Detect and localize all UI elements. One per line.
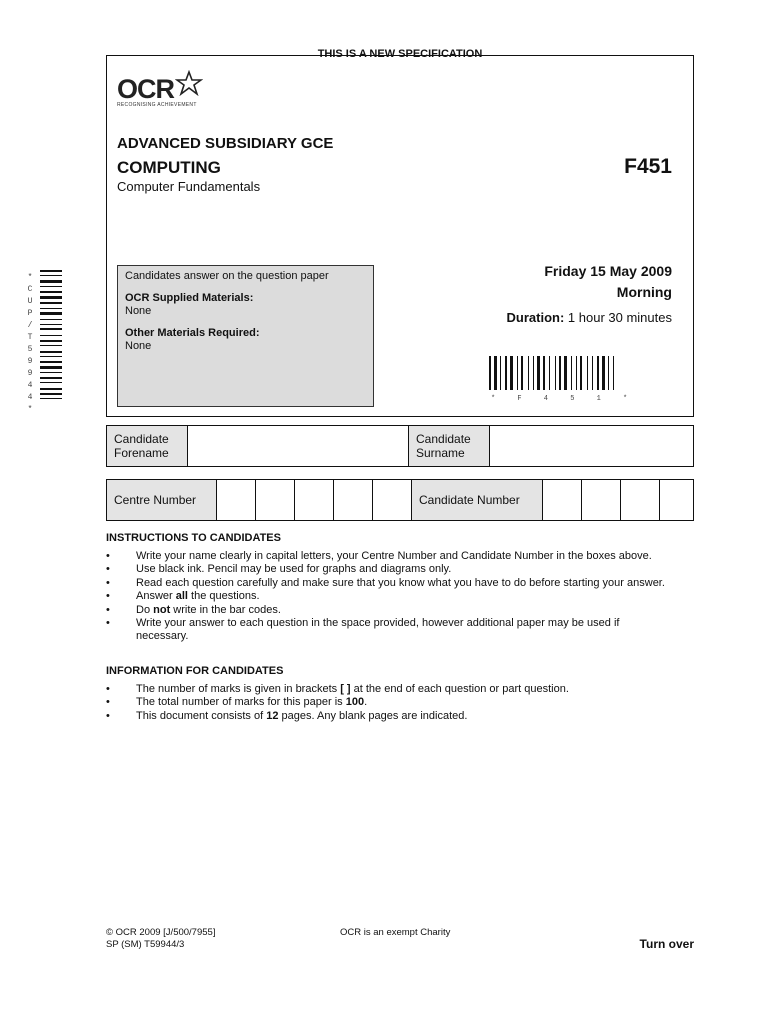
instructions-heading: INSTRUCTIONS TO CANDIDATES: [106, 532, 281, 544]
information-heading: INFORMATION FOR CANDIDATES: [106, 665, 284, 677]
number-boxes: [106, 479, 694, 521]
instruction-item: • Use black ink. Pencil may be used for graphs and diagrams only.: [106, 563, 696, 576]
centre-digit-box[interactable]: [373, 480, 412, 521]
instruction-item: • Answer all the questions.: [106, 590, 696, 603]
information-item: • The number of marks is given in brackets [ ] at the end of each question or part question.: [106, 683, 696, 696]
materials-intro: Candidates answer on the question paper: [125, 270, 329, 282]
subject-title: COMPUTING: [117, 158, 221, 177]
candidate-digit-box[interactable]: [660, 480, 694, 521]
instruction-item: • Read each question carefully and make sure that you know what you have to do before starting your answer.: [106, 577, 696, 590]
candidate-digit-box[interactable]: [582, 480, 621, 521]
component-title: Computer Fundamentals: [117, 179, 261, 194]
supplied-materials-value: None: [125, 305, 152, 317]
candidate-number-label: Candidate Number: [412, 480, 543, 521]
candidate-digit-box[interactable]: [543, 480, 582, 521]
other-materials-value: None: [125, 340, 152, 352]
centre-digit-box[interactable]: [217, 480, 256, 521]
candidate-digit-box[interactable]: [621, 480, 660, 521]
information-item: • The total number of marks for this paper is 100.: [106, 696, 696, 709]
copyright-text: © OCR 2009 [J/500/7955]: [106, 927, 216, 938]
surname-field[interactable]: [490, 426, 694, 467]
barcode-right: [489, 356, 673, 402]
instruction-item: • Write your name clearly in capital letters, your Centre Number and Candidate Number in the boxes above.: [106, 550, 696, 563]
exam-date: Friday 15 May 2009: [544, 263, 672, 279]
barcode-left-text: * C U P / T 5 9 9 4 4 *: [27, 273, 33, 414]
ocr-logo: [117, 74, 197, 108]
qualification-title: ADVANCED SUBSIDIARY GCE: [117, 135, 334, 152]
barcode-right-text: * F 4 5 1 *: [491, 395, 637, 402]
turn-over: Turn over: [639, 937, 694, 951]
surname-label: Candidate Surname: [409, 426, 490, 467]
exam-session: Morning: [616, 284, 672, 300]
candidate-name-boxes: [106, 425, 694, 467]
materials-box: [117, 265, 374, 407]
barcode-left: [40, 270, 64, 412]
paper-reference: SP (SM) T59944/3: [106, 939, 185, 950]
supplied-materials-label: OCR Supplied Materials:: [125, 292, 254, 304]
footer-left: [106, 927, 215, 951]
star-icon: [175, 70, 203, 96]
centre-digit-box[interactable]: [334, 480, 373, 521]
ocr-tagline: RECOGNISING ACHIEVEMENT: [117, 102, 197, 108]
instructions-list: [106, 550, 696, 644]
exam-duration: Duration: 1 hour 30 minutes: [506, 310, 672, 325]
other-materials-label: Other Materials Required:: [125, 327, 260, 339]
unit-code: F451: [624, 155, 672, 178]
forename-field[interactable]: [188, 426, 409, 467]
spec-banner: THIS IS A NEW SPECIFICATION: [106, 48, 694, 60]
centre-digit-box[interactable]: [256, 480, 295, 521]
centre-digit-box[interactable]: [295, 480, 334, 521]
instruction-item: • Write your answer to each question in the space provided, however additional paper may be used if necessary.: [106, 617, 696, 644]
charity-text: OCR is an exempt Charity: [340, 927, 451, 938]
instruction-item: • Do not write in the bar codes.: [106, 604, 696, 617]
information-list: [106, 683, 696, 723]
ocr-logo-text: OCR: [117, 74, 174, 104]
forename-label: Candidate Forename: [107, 426, 188, 467]
centre-number-label: Centre Number: [107, 480, 217, 521]
information-item: • This document consists of 12 pages. Any blank pages are indicated.: [106, 710, 696, 723]
